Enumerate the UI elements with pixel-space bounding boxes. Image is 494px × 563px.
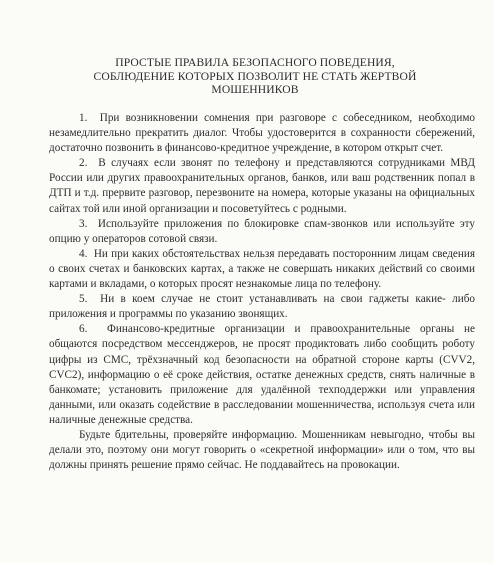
rule-paragraph-1: 1. При возникновении сомнения при разговоре с собеседником, необходимо незамедлительно прекратить диалог. Чтобы удостоверится в сохранности сбережений, достаточно позвонить в финансово-кредитное учреждение, в котором открыт счет. xyxy=(49,112,475,155)
document-title xyxy=(60,56,450,97)
rule-paragraph-6: 6. Финансово-кредитные организации и правоохранительные органы не общаются посредством мессенджеров, не просят продиктовать либо сообщить роботу цифры из СМС, трёхзначный код безопасности на обратной стороне карты (CVV2, CVC2), информацию о её сроке действия, остатке денежных средств, снять наличные в банкомате; установить приложение для удалённой техподдержки или управления данными, или оказать содействие в расследовании мошенничества, используя счета или наличные денежные средства. xyxy=(49,323,475,426)
document-body xyxy=(49,111,475,473)
closing-paragraph: Будьте бдительны, проверяйте информацию. Мошенникам невыгодно, чтобы вы делали это, поэтому они могут говорить о «секретной информации» или о том, что вы должны принять решение прямо сейчас. Не поддавайтесь на провокации. xyxy=(49,428,475,472)
rule-paragraph-4: 4. Ни при каких обстоятельствах нельзя передавать посторонним лицам сведения о своих счетах и банковских картах, а также не совершать никаких действий со своими картами и вкладами, о которых просят незнакомые лица по телефону. xyxy=(49,247,475,291)
title-line: СОБЛЮДЕНИЕ КОТОРЫХ ПОЗВОЛИТ НЕ СТАТЬ ЖЕРТВОЙ xyxy=(93,69,417,83)
rule-paragraph-3: 3. Используйте приложения по блокировке спам-звонков или используйте эту опцию у операторов сотовой связи. xyxy=(49,217,475,245)
rule-paragraph-2: 2. В случаях если звонят по телефону и представляются сотрудниками МВД России или других правоохранительных органов, банков, или ваш родственник попал в ДТП и т.д. прервите разговор, перезвоните на номера, которые указаны на официальных сайтах той или иной организации и посоветуйтесь с родными. xyxy=(49,157,475,215)
title-line: МОШЕННИКОВ xyxy=(211,83,299,97)
rule-paragraph-5: 5. Ни в коем случае не стоит устанавливать на свои гаджеты какие- либо приложения и программы по указанию звонящих. xyxy=(49,293,475,321)
title-line: ПРОСТЫЕ ПРАВИЛА БЕЗОПАСНОГО ПОВЕДЕНИЯ, xyxy=(115,56,395,69)
